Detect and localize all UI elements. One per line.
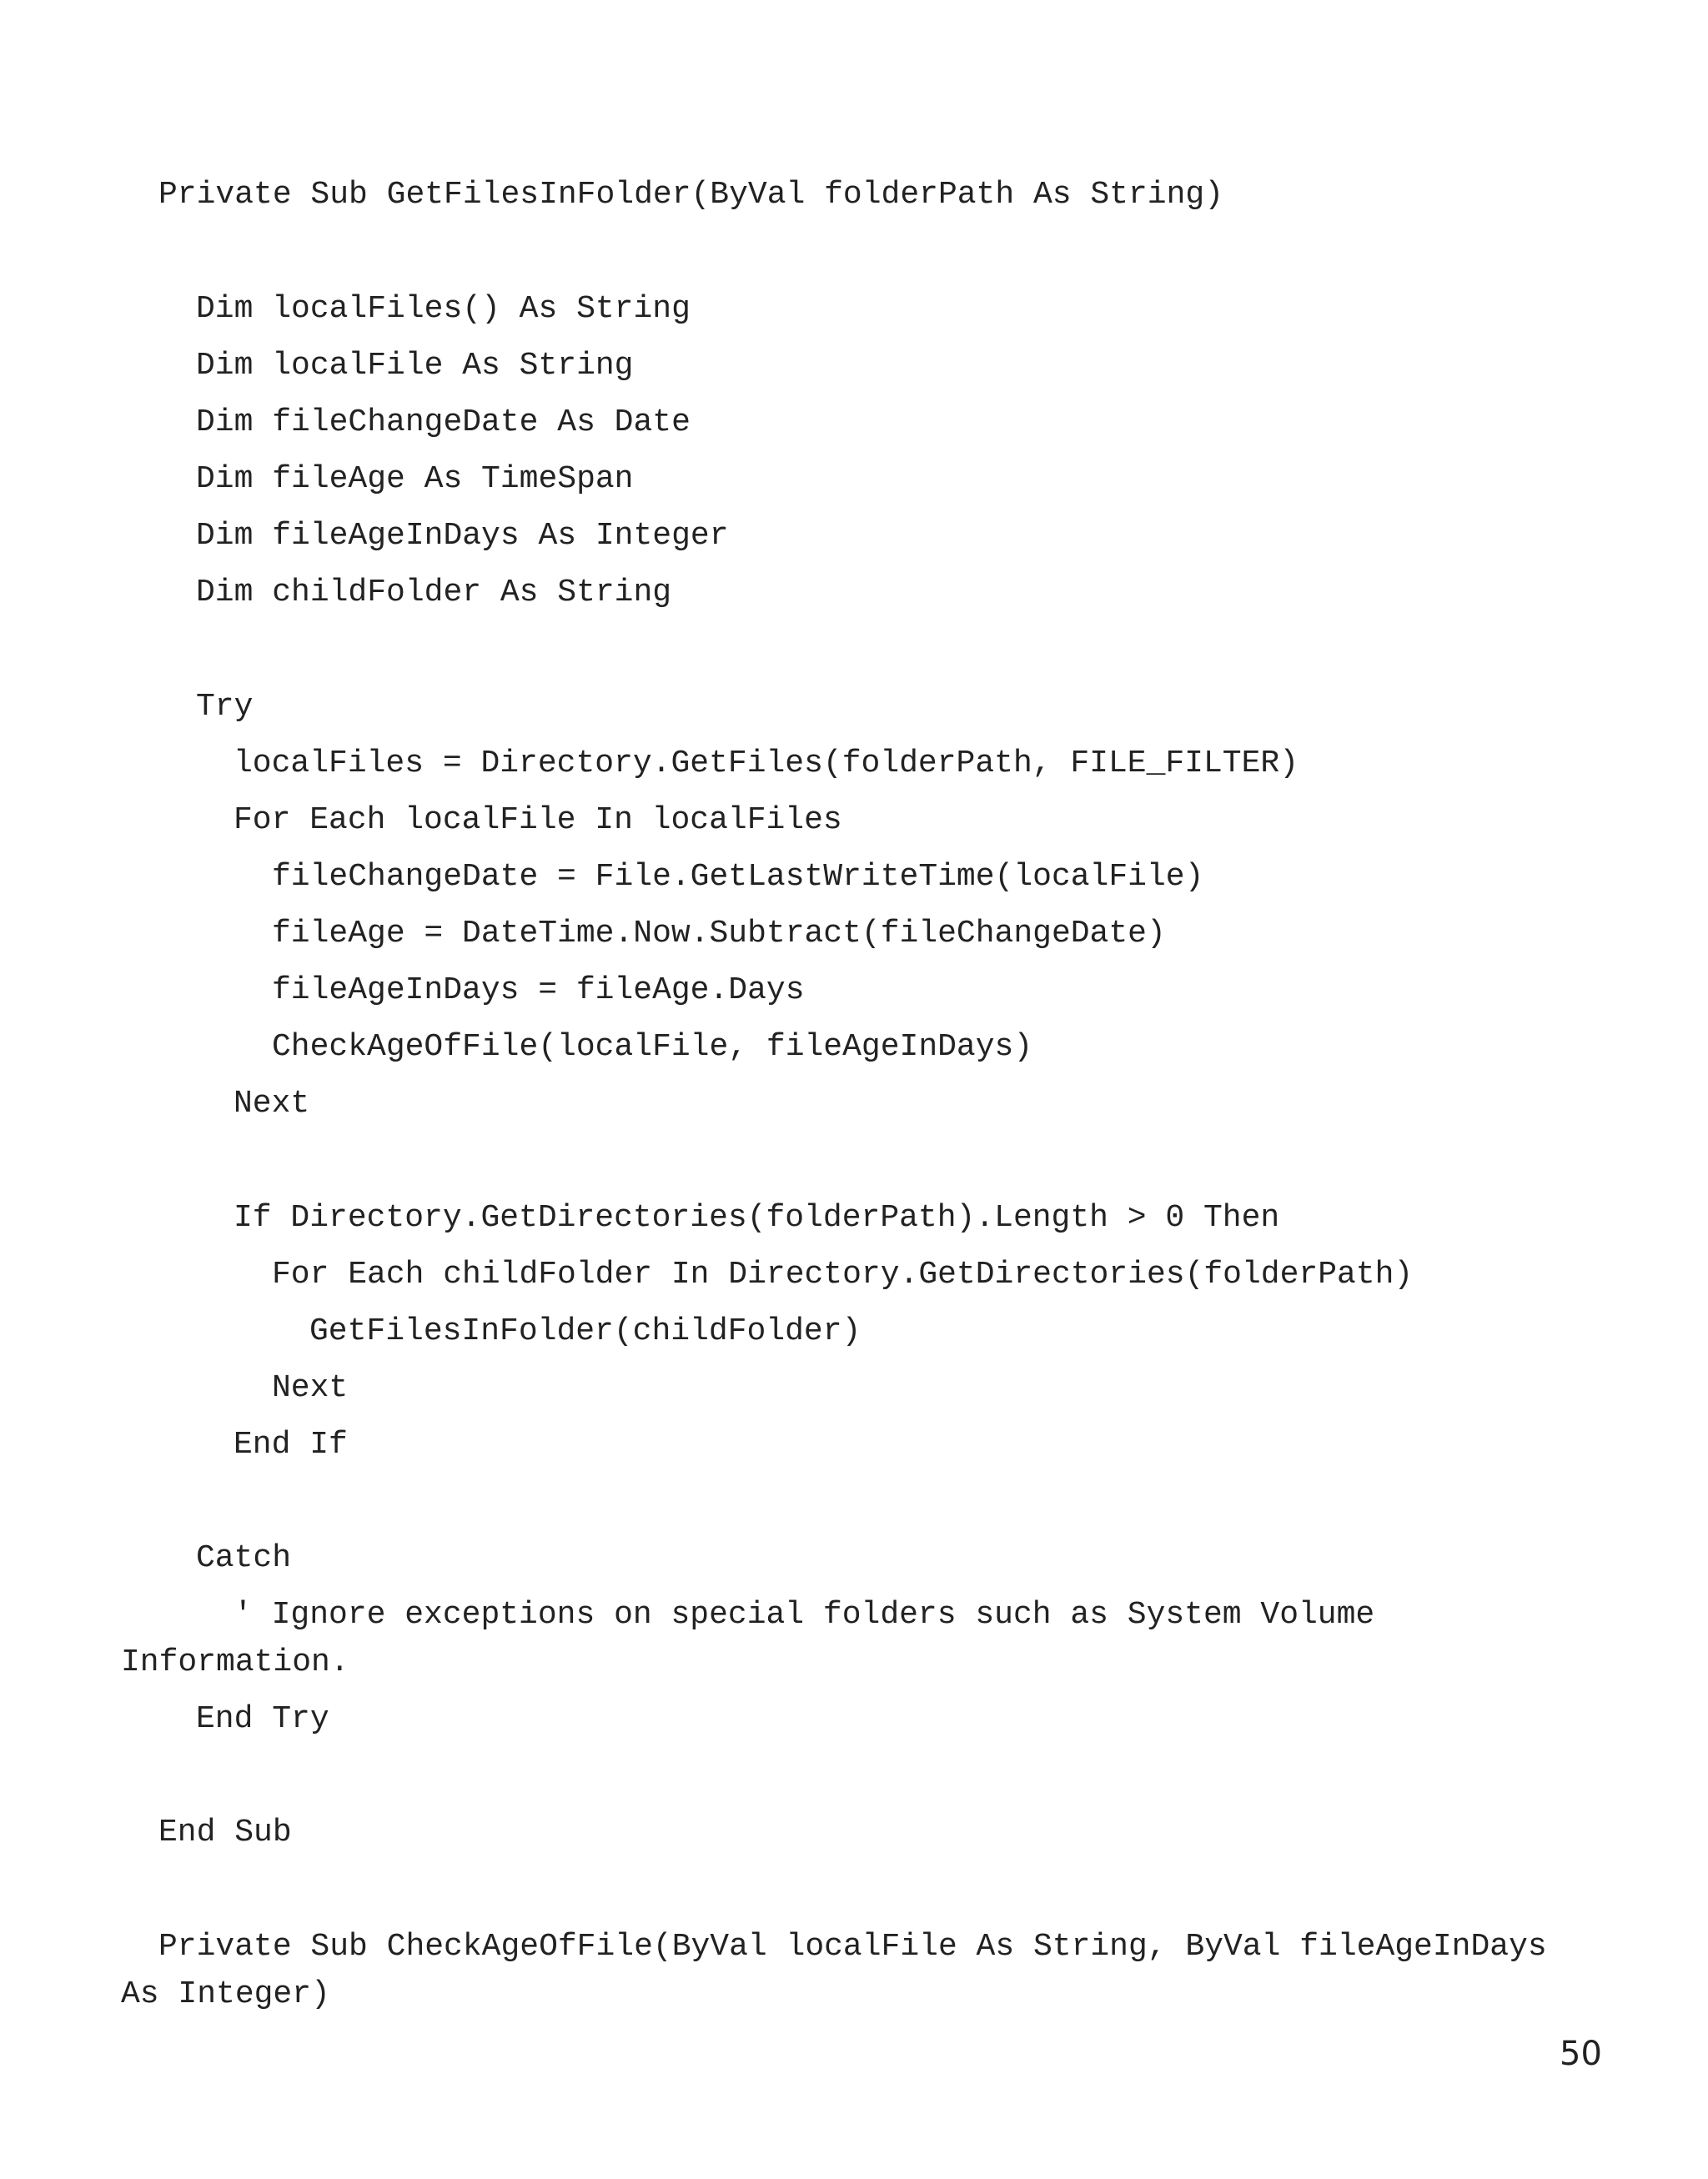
loop-body-line: fileChangeDate = File.GetLastWriteTime(localFile) — [272, 859, 1204, 895]
end-try-keyword: End Try — [196, 1701, 329, 1737]
try-keyword: Try — [196, 689, 254, 725]
next-keyword-dirs: Next — [272, 1370, 349, 1406]
sub-signature-getfilesinfolder: Private Sub GetFilesInFolder(ByVal folderPath As String) — [158, 177, 1224, 213]
page-number: 50 — [1560, 2035, 1602, 2073]
declaration-line: Dim childFolder As String — [196, 575, 672, 610]
declaration-line: Dim localFile As String — [196, 348, 634, 384]
end-if-keyword: End If — [234, 1427, 348, 1463]
declaration-line: Dim fileAge As TimeSpan — [196, 461, 634, 497]
declaration-line: Dim fileChangeDate As Date — [196, 404, 691, 440]
for-each-files-loop: For Each localFile In localFiles — [234, 802, 842, 838]
if-directories-condition: If Directory.GetDirectories(folderPath).Length > 0 Then — [234, 1200, 1280, 1236]
sub-signature-wrap: As Integer) — [121, 1976, 330, 2012]
comment-line-wrap: Information. — [121, 1644, 349, 1680]
loop-body-line: fileAge = DateTime.Now.Subtract(fileChangeDate) — [272, 916, 1166, 951]
comment-line: ' Ignore exceptions on special folders such as System Volume — [234, 1597, 1375, 1633]
declaration-line: Dim fileAgeInDays As Integer — [196, 518, 729, 554]
get-files-assignment: localFiles = Directory.GetFiles(folderPath, FILE_FILTER) — [234, 746, 1299, 781]
loop-body-line: fileAgeInDays = fileAge.Days — [272, 972, 805, 1008]
next-keyword-files: Next — [234, 1086, 310, 1122]
end-sub-keyword: End Sub — [158, 1815, 292, 1850]
catch-keyword: Catch — [196, 1540, 292, 1576]
sub-signature-checkageoffile: Private Sub CheckAgeOfFile(ByVal localFile As String, ByVal fileAgeInDays — [158, 1929, 1547, 1965]
for-each-dirs-loop: For Each childFolder In Directory.GetDirectories(folderPath) — [272, 1257, 1414, 1293]
recursive-call: GetFilesInFolder(childFolder) — [309, 1313, 862, 1349]
declaration-line: Dim localFiles() As String — [196, 291, 691, 327]
loop-body-line: CheckAgeOfFile(localFile, fileAgeInDays) — [272, 1029, 1033, 1065]
